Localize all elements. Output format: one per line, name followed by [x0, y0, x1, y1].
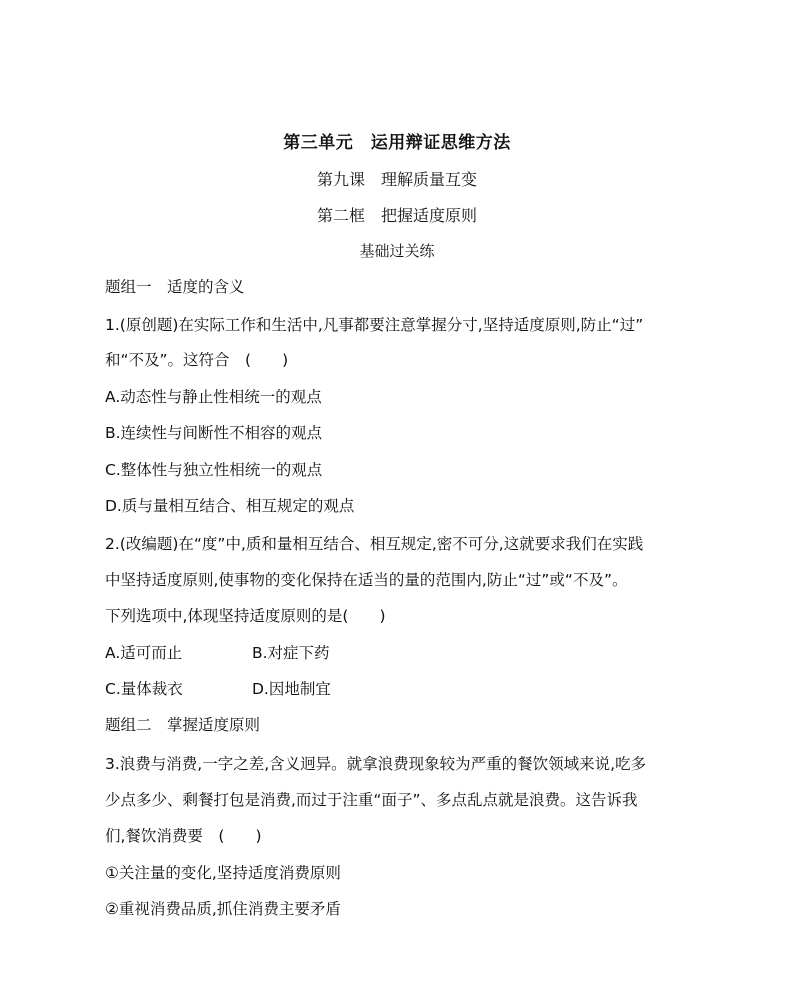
question-1-option-c: C.整体性与独立性相统一的观点	[105, 461, 323, 479]
question-2-stem-line-2: 中坚持适度原则,使事物的变化保持在适当的量的范围内,防止“过”或“不及”。	[105, 571, 628, 589]
question-3-item-2: ②重视消费品质,抓住消费主要矛盾	[105, 900, 341, 918]
practice-heading: 基础过关练	[359, 242, 435, 260]
section-title: 第二框 把握适度原则	[316, 206, 477, 225]
question-2-option-a: A.适可而止	[105, 644, 183, 662]
question-2-stem-line-3: 下列选项中,体现坚持适度原则的是( )	[105, 607, 386, 625]
question-2-option-c: C.量体裁衣	[105, 680, 183, 698]
question-3-stem-line-1: 3.浪费与消费,一字之差,含义迥异。就拿浪费现象较为严重的餐饮领域来说,吃多	[105, 755, 647, 773]
question-1-stem-line-2: 和“不及”。这符合 ( )	[105, 351, 289, 369]
question-1-option-d: D.质与量相互结合、相互规定的观点	[105, 497, 355, 515]
question-1-stem-line-1: 1.(原创题)在实际工作和生活中,凡事都要注意掌握分寸,坚持适度原则,防止“过”	[105, 316, 644, 334]
question-1-option-a: A.动态性与静止性相统一的观点	[105, 388, 322, 406]
unit-title: 第三单元 运用辩证思维方法	[283, 133, 511, 153]
question-3-stem-line-2: 少点多少、剩餐打包是消费,而过于注重“面子”、多点乱点就是浪费。这告诉我	[105, 791, 638, 809]
question-2-stem-line-1: 2.(改编题)在“度”中,质和量相互结合、相互规定,密不可分,这就要求我们在实践	[105, 535, 644, 553]
question-1-option-b: B.连续性与间断性不相容的观点	[105, 424, 323, 442]
question-2-option-d: D.因地制宜	[252, 680, 331, 698]
question-3-stem-line-3: 们,餐饮消费要 ( )	[105, 827, 262, 845]
question-2-option-b: B.对症下药	[252, 644, 330, 662]
group-two-label: 题组二 掌握适度原则	[105, 716, 261, 734]
question-3-item-1: ①关注量的变化,坚持适度消费原则	[105, 864, 341, 882]
group-one-label: 题组一 适度的含义	[105, 278, 245, 296]
lesson-title: 第九课 理解质量互变	[316, 170, 477, 189]
